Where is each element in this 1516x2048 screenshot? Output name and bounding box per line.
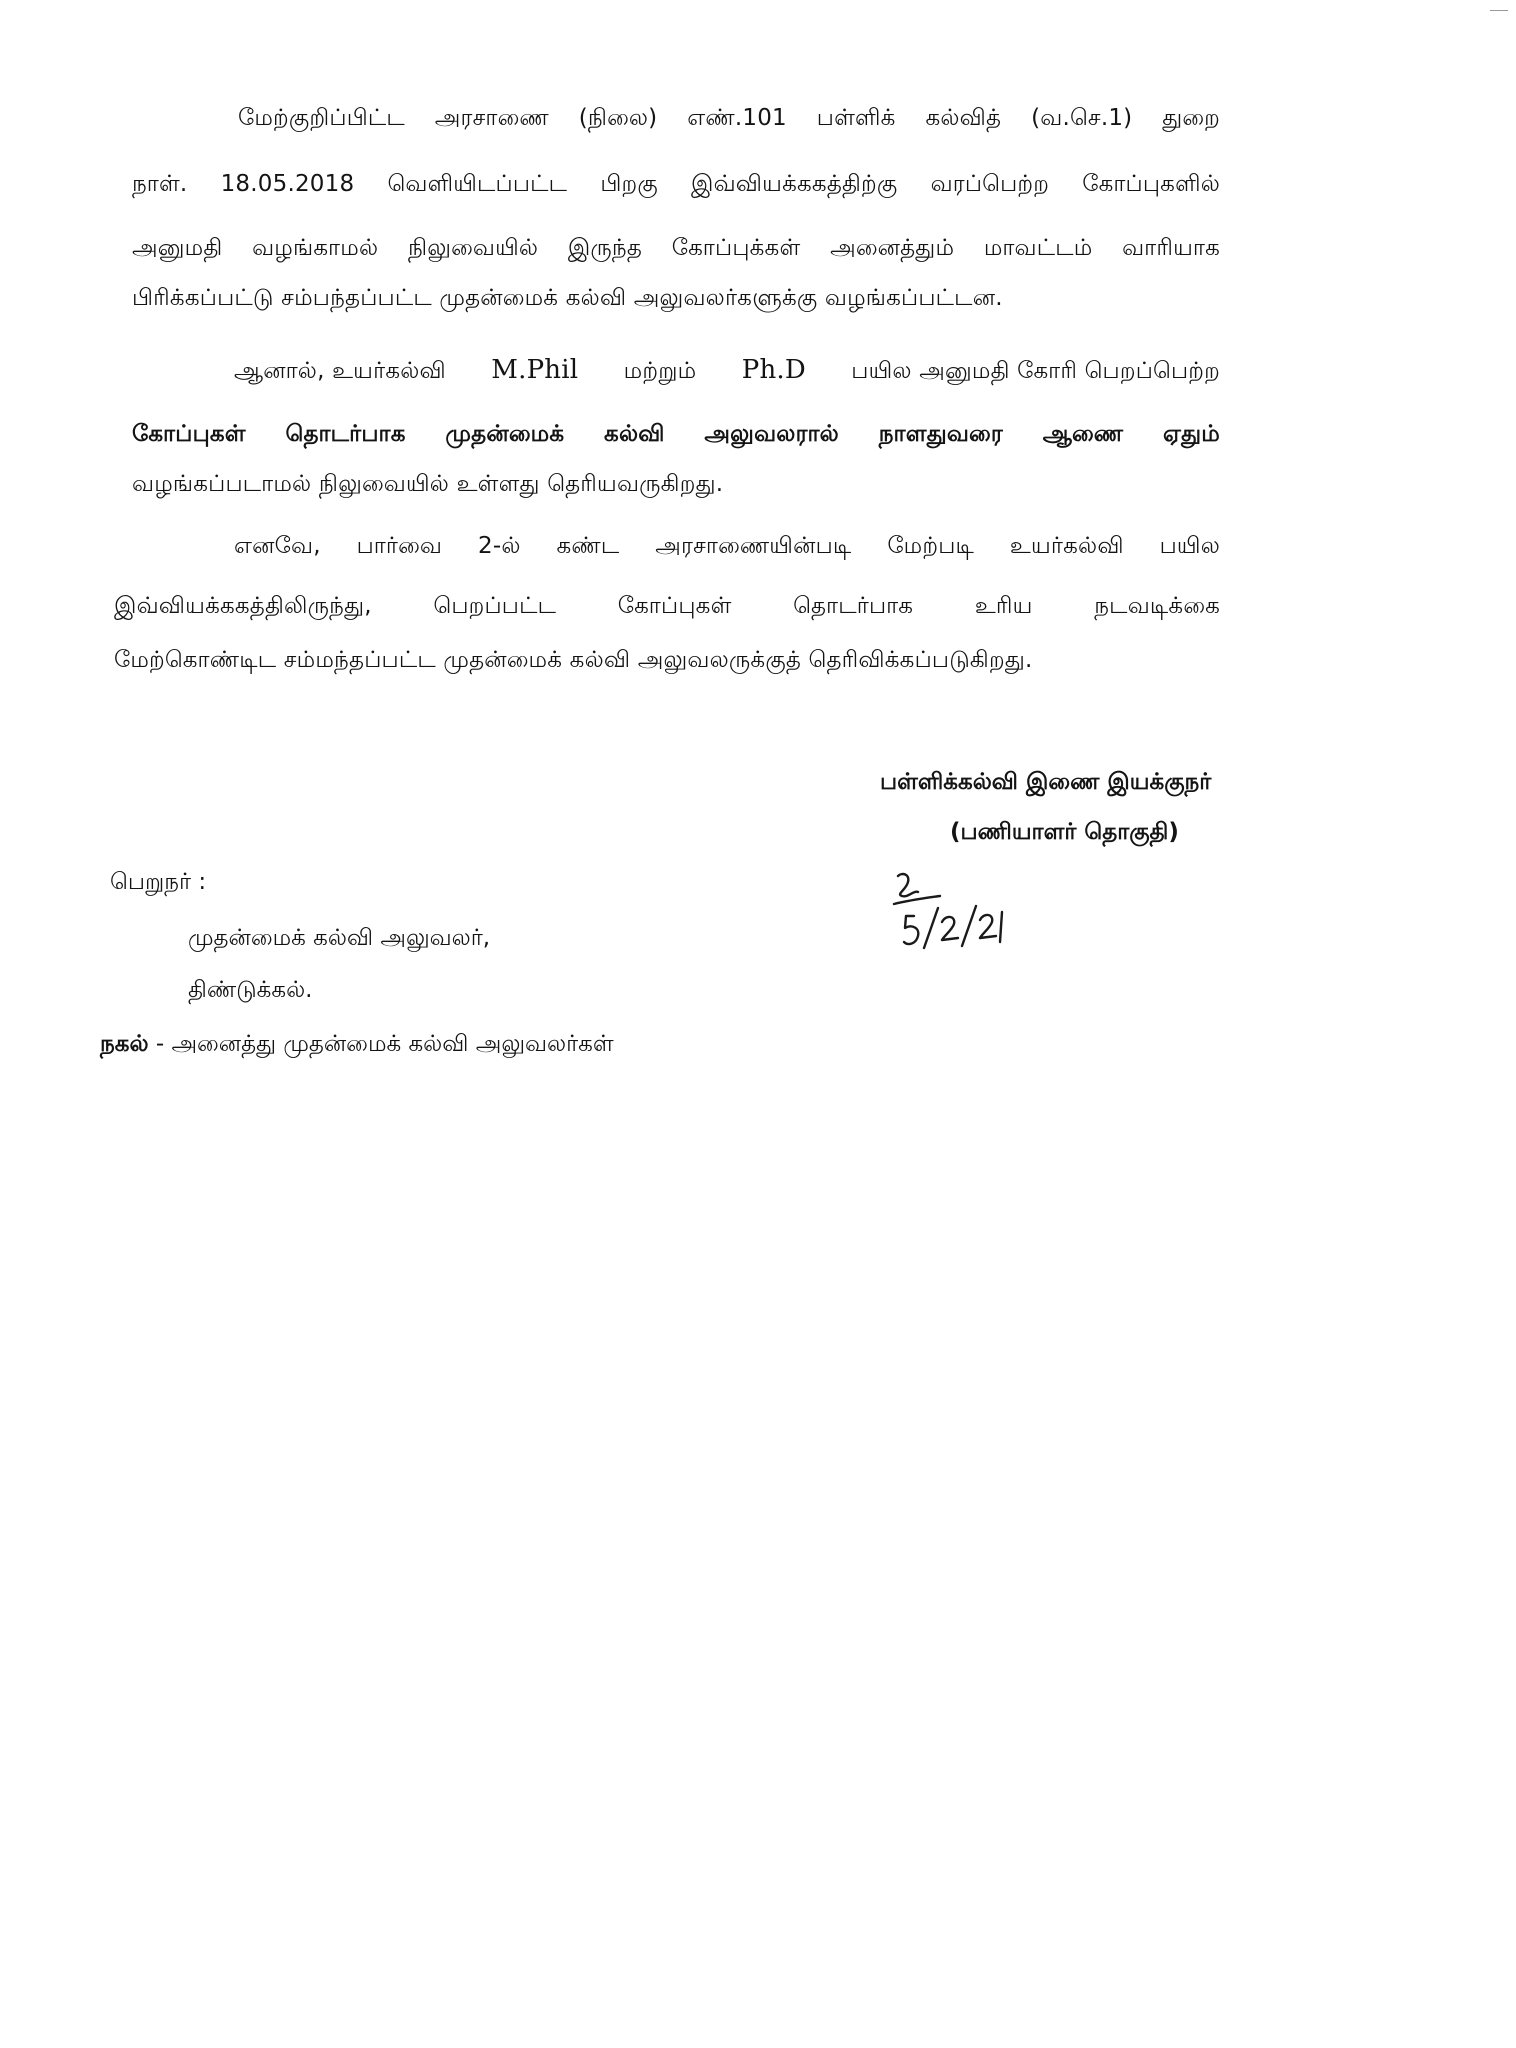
paragraph-1-line-3: அனுமதி வழங்காமல் நிலுவையில் இருந்த கோப்புக்கள் அனைத்தும் மாவட்டம் வாரியாக	[132, 235, 1220, 261]
paragraph-2-line-1-part-a: ஆனால், உயர்கல்வி	[234, 358, 446, 384]
paragraph-2-line-2: கோப்புகள் தொடர்பாக முதன்மைக் கல்வி அலுவலரால் நாளதுவரை ஆணை ஏதும்	[132, 421, 1220, 447]
signatory-section: (பணியாளர் தொகுதி)	[950, 819, 1179, 845]
paragraph-1-line-4: பிரிக்கப்பட்டு சம்பந்தப்பட்ட முதன்மைக் கல்வி அலுவலர்களுக்கு வழங்கப்பட்டன.	[132, 285, 1003, 311]
paragraph-1-line-1: மேற்குறிப்பிட்ட அரசாணை (நிலை) எண்.101 பள்ளிக் கல்வித் (வ.செ.1) துறை	[238, 105, 1220, 131]
recipient-line-2: திண்டுக்கல்.	[188, 977, 313, 1003]
copy-label: நகல்	[100, 1031, 149, 1057]
paragraph-2-line-1	[234, 354, 1220, 387]
copy-text: - அனைத்து முதன்மைக் கல்வி அலுவலர்கள்	[155, 1031, 614, 1057]
paragraph-3-line-2: இவ்வியக்ககத்திலிருந்து, பெறப்பட்ட கோப்புகள் தொடர்பாக உரிய நடவடிக்கை	[114, 593, 1220, 619]
copy-line	[100, 1028, 614, 1060]
recipient-label: பெறுநர் :	[110, 869, 207, 895]
recipient-line-1: முதன்மைக் கல்வி அலுவலர்,	[188, 925, 491, 951]
paragraph-3-line-1: எனவே, பார்வை 2-ல் கண்ட அரசாணையின்படி மேற்படி உயர்கல்வி பயில	[234, 533, 1220, 559]
mphil-text: M.Phil	[491, 355, 579, 385]
phd-text: Ph.D	[741, 355, 806, 385]
paragraph-2-line-3: வழங்கப்படாமல் நிலுவையில் உள்ளது தெரியவருகிறது.	[132, 471, 724, 497]
paragraph-2-line-1-part-b: மற்றும்	[623, 358, 697, 384]
handwritten-signature	[880, 868, 1010, 968]
paragraph-1-line-2: நாள். 18.05.2018 வெளியிடப்பட்ட பிறகு இவ்வியக்ககத்திற்கு வரப்பெற்ற கோப்புகளில்	[132, 171, 1220, 197]
paragraph-2-line-1-part-c: பயில அனுமதி கோரி பெறப்பெற்ற	[851, 358, 1220, 384]
paragraph-3-line-3: மேற்கொண்டிட சம்மந்தப்பட்ட முதன்மைக் கல்வி அலுவலருக்குத் தெரிவிக்கப்படுகிறது.	[114, 647, 1033, 673]
scan-edge-mark	[1490, 10, 1508, 11]
signatory-title: பள்ளிக்கல்வி இணை இயக்குநர்	[880, 769, 1212, 795]
